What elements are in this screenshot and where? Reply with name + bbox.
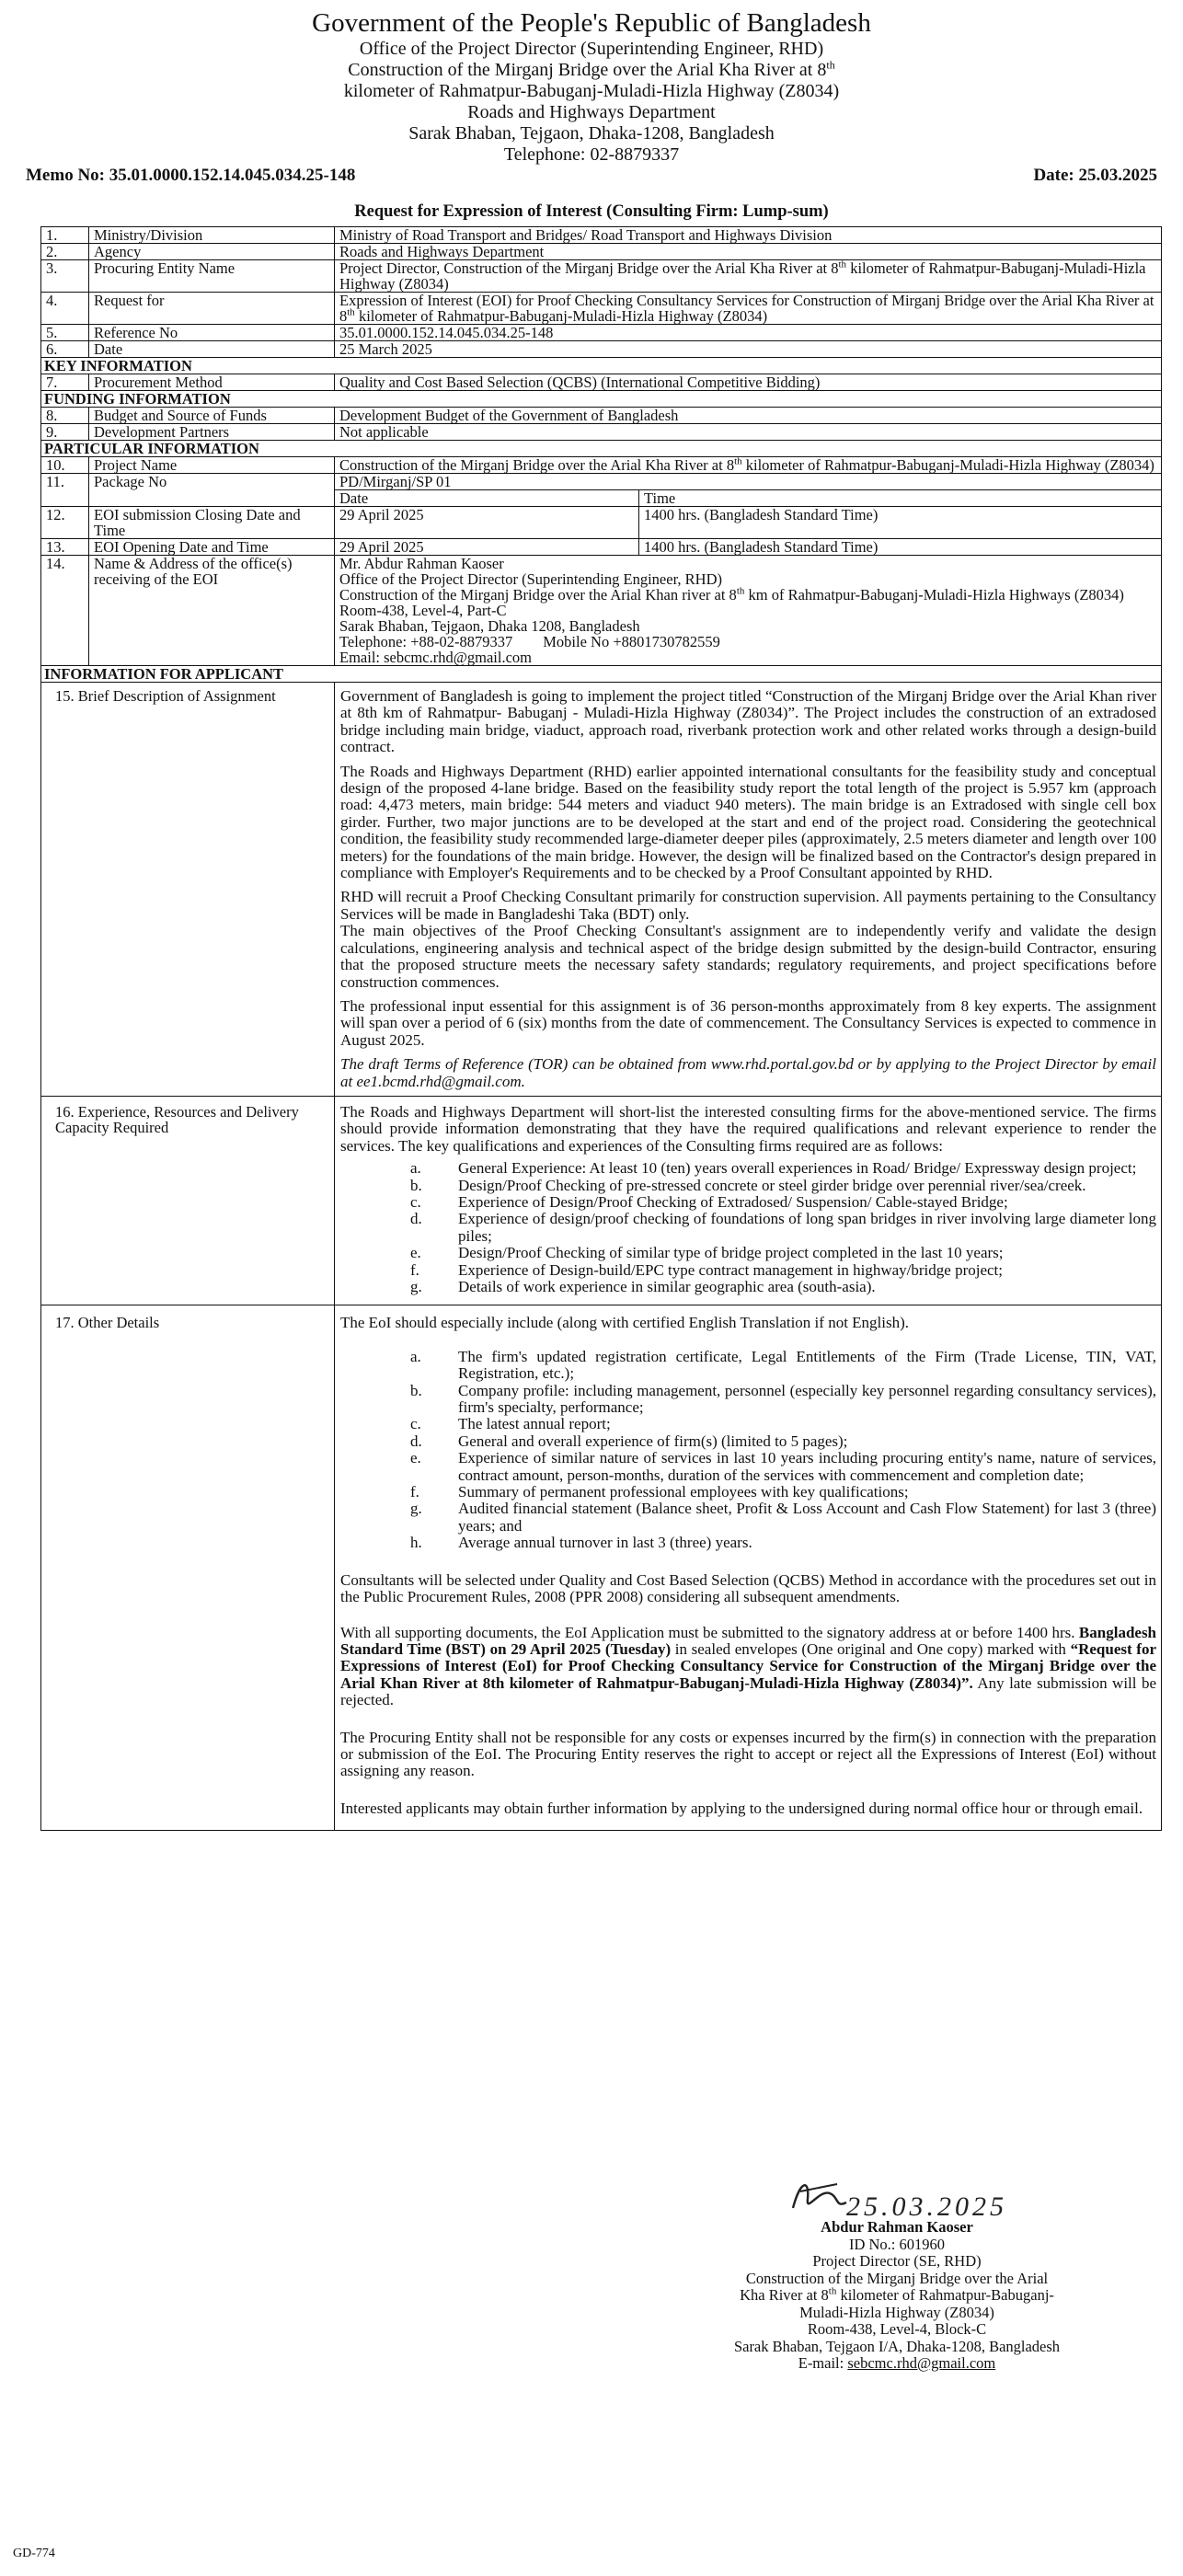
row-eoi-closing: 12. EOI submission Closing Date and Time 29 April 2025 1400 hrs. (Bangladesh Standard Time) [41,507,1162,539]
qualification-item-letter: g. [410,1278,422,1295]
row-ministry: 1. Ministry/Division Ministry of Road Transport and Bridges/ Road Transport and Highways Division [41,227,1162,244]
qualification-item [410,1279,1156,1295]
row-other-details: 17. Other Details The EoI should especially include (along with certified English Translation if not English). a. The firm's updated registration certificate, Legal Entitlements of the Firm (Trade License, TIN, VAT, Registration, etc.); b. Company profile: including management, personnel (especially key personnel regarding consultancy services), firm's specialty, performance; c. The latest annual report; d. General and overall experience of firm(s) (limited to 5 pages); e. Experience of similar nature of services in last 10 years including procuring entity's name, nature of services, contract amount, person-months, duration of the services with commencement and completion date; f. Summary of permanent professional employees with key qualifications; g. Audited financial statement (Balance sheet, Profit & Loss Account and Cash Flow Statement) for last 3 (three) years; and h. Average annual turnover in last 3 (three) years. Consultants will be selected under Quality and Cost Based Selection (QCBS) Method in accordance with the procedures set out in the Public Procurement Rules, 2008 (PPR 2008) considering all subsequent amendments. With all supporting documents, the EoI Application must be submitted to the signatory address at or before 1400 hrs. Bangladesh Standard Time (BST) on 29 April 2025 (Tuesday) in sealed envelopes (One original and One copy) marked with “Request for Expressions of Interest (EoI) for Proof Checking Consultancy Service for Construction of the Mirganj Bridge over the Arial Khan River at 8th kilometer of Rahmatpur-Babuganj-Muladi-Hizla Highway (Z8034)”. Any late submission will be rejected. The Procuring Entity shall not be responsible for any costs or expenses incurred by the firm(s) in connection with the preparation or submission of the EoI. The Procuring Entity reserves the right to accept or reject all the Expressions of Interest (EoI) without assigning any reason. Interested applicants may obtain further information by applying to the undersigned during normal office hour or through email. [41,1305,1162,1831]
eoi-content-item-letter: g. [410,1500,422,1518]
qualification-item [410,1245,1156,1261]
row-reference-no: 5. Reference No 35.01.0000.152.14.045.034.25-148 [41,325,1162,341]
eoi-content-item [410,1383,1156,1417]
row-date-time-header: Date Time [41,490,1162,507]
project-line-2: kilometer of Rahmatpur-Babuganj-Muladi-Hizla Highway (Z8034) [343,81,840,101]
qualification-item [410,1194,1156,1211]
signature-block: Abdur Rahman Kaoser ID No.: 601960 Project Director (SE, RHD) Construction of the Mirganj Bridge over the Arial Kha River at 8th kilometer of Rahmatpur-Babuganj- Muladi-Hizla Highway (Z8034) Room-438, Level-4, Block-C Sarak Bhaban, Tejgaon I/A, Dhaka-1208, Bangladesh E-mail: sebcmc.rhd@gmail.com [635,2219,1159,2373]
eoi-content-item [410,1416,1156,1432]
qualification-item-letter: c. [410,1192,421,1211]
eoi-content-item-letter: c. [410,1415,421,1433]
row-budget: 8. Budget and Source of Funds Development Budget of the Government of Bangladesh [41,408,1162,424]
qualification-item-text: Experience of Design-build/EPC type contract management in highway/bridge project; [458,1260,1003,1279]
submission-instructions: With all supporting documents, the EoI Application must be submitted to the signatory address at or before 1400 hrs. Bangladesh Standard Time (BST) on 29 April 2025 (Tuesday) in sealed envelopes (One original and One copy) marked with “Request for Expressions of Interest (EoI) for Proof Checking Consultancy Service for Construction of the Mirganj Bridge over the Arial Khan River at 8th kilometer of Rahmatpur-Babuganj-Muladi-Hizla Highway (Z8034)”. Any late submission will be rejected. [340,1623,1157,1709]
office-telephone: Telephone: 02-8879337 [503,144,680,165]
project-line-1: Construction of the Mirganj Bridge over the Arial Kha River at 8th [348,58,835,80]
signature-date: 25.03.2025 [846,2191,1007,2222]
row-agency: 2. Agency Roads and Highways Department [41,244,1162,260]
row-development-partners: 9. Development Partners Not applicable [41,424,1162,441]
row-procuring-entity: 3. Procuring Entity Name Project Director, Construction of the Mirganj Bridge over the Arial Kha River at 8th kilometer of Rahmatpur-Babuganj-Muladi-Hizla Highway (Z8034) [41,260,1162,293]
row-procurement-method: 7. Procurement Method Quality and Cost Based Selection (QCBS) (International Competitive Bidding) [41,374,1162,391]
form-code: GD-774 [13,2547,55,2560]
eoi-content-item-text: Company profile: including management, personnel (especially key personnel regarding consultancy services), firm's specialty, performance; [458,1381,1156,1417]
eoi-content-item [410,1433,1156,1450]
row-receiving-office: 14. Name & Address of the office(s) receiving of the EOI Mr. Abdur Rahman Kaoser Office of the Project Director (Superintending Engineer, RHD) Construction of the Mirganj Bridge over the Arial Khan river at 8th km of Rahmatpur-Babuganj-Muladi-Hizla Highways (Z8034) Room-438, Level-4, Part-C Sarak Bhaban, Tejgaon, Dhaka 1208, Bangladesh Telephone: +88-02-8879337 Mobile No +8801730782559 Email: sebcmc.rhd@gmail.com [41,556,1162,666]
qualification-item-text: Design/Proof Checking of pre-stressed concrete or steel girder bridge over perennial river/sea/creek. [458,1176,1086,1194]
section-key-information: KEY INFORMATION [41,358,1162,374]
eoi-content-item-letter: e. [410,1449,421,1467]
qualification-list [340,1160,1156,1295]
eoi-content-item-text: Summary of permanent professional employees with key qualifications; [458,1483,909,1501]
section-particular-information: PARTICULAR INFORMATION [41,441,1162,457]
qualification-item-text: General Experience: At least 10 (ten) years overall experiences in Road/ Bridge/ Expressway design project; [458,1159,1137,1178]
letterhead [0,0,1183,166]
memo-date: Date: 25.03.2025 [1033,166,1157,185]
eoi-content-item-text: Average annual turnover in last 3 (three) years. [458,1534,752,1552]
row-date: 6. Date 25 March 2025 [41,341,1162,358]
eoi-content-item [410,1450,1156,1484]
signatory-name: Abdur Rahman Kaoser [821,2218,973,2236]
qualification-item-letter: d. [410,1210,422,1228]
qualification-item [410,1211,1156,1245]
row-request-for: 4. Request for Expression of Interest (EOI) for Proof Checking Consultancy Services for Construction of Mirganj Bridge over the Arial Kha River at 8th kilometer of Rahmatpur-Babuganj-Muladi-Hizla Highway (Z8034) [41,293,1162,325]
qualification-item-text: Design/Proof Checking of similar type of bridge project completed in the last 10 years; [458,1244,1004,1262]
eoi-content-item-letter: h. [410,1534,422,1552]
memo-number: Memo No: 35.01.0000.152.14.045.034.25-148 [26,166,356,185]
signatory-email-link[interactable]: sebcmc.rhd@gmail.com [847,2354,996,2372]
qualification-item-text: Experience of design/proof checking of foundations of long span bridges in river involving large diameter long piles; [458,1210,1156,1245]
eoi-content-item [410,1349,1156,1383]
eoi-content-item-text: The latest annual report; [458,1415,611,1433]
notice-title: Request for Expression of Interest (Consulting Firm: Lump-sum) [354,202,829,221]
receiver-name: Mr. Abdur Rahman Kaoser [339,555,504,572]
row-brief-description: 15. Brief Description of Assignment Government of Bangladesh is going to implement the project titled “Construction of the Mirganj Bridge over the Arial Khan river at 8th km of Rahmatpur- Babuganj - Muladi-Hizla Highway (Z8034)”. The Project includes the construction of an extradosed bridge including main bridge, viaduct, approach road, riverbank protection work and other related works through a design-build contract. The Roads and Highways Department (RHD) earlier appointed international consultants for the feasibility study and conceptual design of the proposed 4-lane bridge. Based on the feasibility study report the total length of the project is 5.957 km (approach road: 4,473 meters, main bridge: 544 meters and viaduct 940 meters). The main bridge is an Extradosed with single cell box girder. Further, two major junctions are to be developed at the start and end of the project road. Considering the geotechnical condition, the feasibility study recommended large-diameter deeper piles (approximately, 2.5 meters diameter and length over 100 meters) for the foundations of the main bridge. However, the design will be finalized based on the Contractor's design prepared in compliance with Employer's Requirements and to be checked by a Proof Consultant appointed by RHD. RHD will recruit a Proof Checking Consultant primarily for construction supervision. All payments pertaining to the Consultancy Services will be made in Bangladeshi Taka (BDT) only. The main objectives of the Proof Checking Consultant's assignment are to independently verify and validate the design calculations, engineering analysis and technical aspect of the bridge design submitted by the design-build Contractor, ensuring that the proposed structure meets the necessary safety standards; regulatory requirements, and project specifications before construction commences. The professional input essential for this assignment is of 36 person-months approximately from 8 key experts. The assignment will span over a period of 6 (six) months from the date of commencement. The Consultancy Services is expected to commence in August 2025. The draft Terms of Reference (TOR) can be obtained from www.rhd.portal.gov.bd or by applying to the Project Director by email at ee1.bcmd.rhd@gmail.com. [41,683,1162,1097]
eoi-content-item-text: Audited financial statement (Balance sheet, Profit & Loss Account and Cash Flow Statement) for last 3 (three) years; and [458,1500,1156,1535]
eoi-content-item [410,1535,1156,1551]
department-name: Roads and Highways Department [467,102,716,122]
qualification-item-letter: b. [410,1176,422,1194]
qualification-item-letter: f. [410,1260,419,1279]
section-funding-information: FUNDING INFORMATION [41,391,1162,408]
receiver-phone: Telephone: +88-02-8879337 Mobile No +8801730782559 [339,633,720,650]
office-name: Office of the Project Director (Superintending Engineer, RHD) [359,39,824,59]
qualification-item [410,1178,1156,1194]
row-package-no: 11. Package No PD/Mirganj/SP 01 [41,474,1162,490]
qualification-item-letter: a. [410,1159,421,1178]
eoi-content-item-letter: b. [410,1381,422,1399]
eoi-contents-list [340,1349,1156,1552]
eoi-content-item [410,1484,1156,1501]
row-experience-required: 16. Experience, Resources and Delivery Capacity Required The Roads and Highways Department will short-list the interested consulting firms for the above-mentioned service. The firms should provide information demonstrating that they have the required qualifications and relevant experience to render the services. The key qualifications and experiences of the Consulting firms required are as follows: a. General Experience: At least 10 (ten) years overall experiences in Road/ Bridge/ Expressway design project; b. Design/Proof Checking of pre-stressed concrete or steel girder bridge over perennial river/sea/creek. c. Experience of Design/Proof Checking of Extradosed/ Suspension/ Cable-stayed Bridge; d. Experience of design/proof checking of foundations of long span bridges in river involving large diameter long piles; e. Design/Proof Checking of similar type of bridge project completed in the last 10 years; f. Experience of Design-build/EPC type contract management in highway/bridge project; g. Details of work experience in similar geographic area (south-asia). [41,1096,1162,1305]
eoi-content-item [410,1501,1156,1535]
office-address: Sarak Bhaban, Tejgaon, Dhaka-1208, Bangladesh [408,123,775,144]
eoi-content-item-letter: f. [410,1483,419,1501]
memo-line [26,166,1157,186]
qualification-item-text: Details of work experience in similar geographic area (south-asia). [458,1278,876,1295]
qualification-item [410,1262,1156,1279]
eoi-content-item-letter: a. [410,1347,421,1365]
government-title: Government of the People's Republic of Bangladesh [312,8,871,38]
qualification-item-letter: e. [410,1244,421,1262]
qualification-item [410,1160,1156,1177]
receiver-email: Email: sebcmc.rhd@gmail.com [339,649,533,666]
row-project-name: 10. Project Name Construction of the Mirganj Bridge over the Arial Kha River at 8th kilometer of Rahmatpur-Babuganj-Muladi-Hizla Highway (Z8034) [41,457,1162,474]
qualification-item-text: Experience of Design/Proof Checking of Extradosed/ Suspension/ Cable-stayed Bridge; [458,1192,1008,1211]
eoi-content-item-letter: d. [410,1432,422,1450]
section-information-for-applicant: INFORMATION FOR APPLICANT [41,666,1162,683]
eoi-content-item-text: The firm's updated registration certificate, Legal Entitlements of the Firm (Trade License, TIN, VAT, Registration, etc.); [458,1347,1156,1383]
eoi-content-item-text: General and overall experience of firm(s) (limited to 5 pages); [458,1432,848,1450]
row-eoi-opening: 13. EOI Opening Date and Time 29 April 2025 1400 hrs. (Bangladesh Standard Time) [41,539,1162,556]
eoi-content-item-text: Experience of similar nature of services in last 10 years including procuring entity's name, nature of services, contract amount, person-months, duration of the services with commencement and completion date; [458,1449,1156,1484]
eoi-table [40,226,1162,1831]
